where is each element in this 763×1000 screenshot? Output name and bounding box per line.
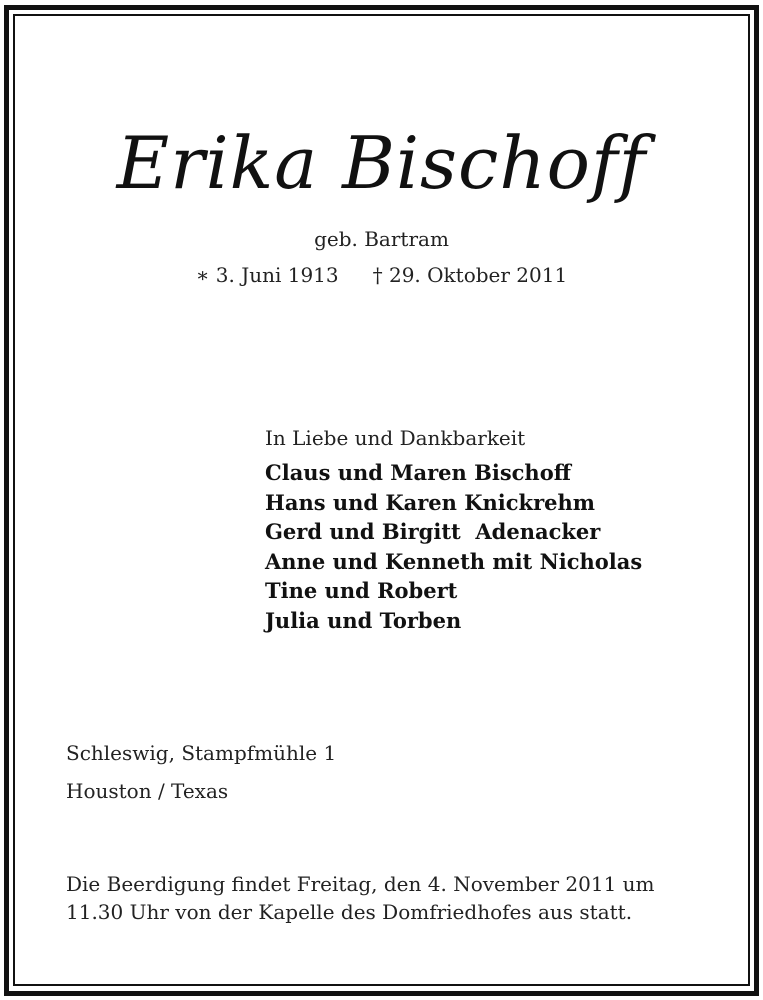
- funeral-notice: [66, 870, 716, 926]
- birth-date: ∗ 3. Juni 1913: [195, 263, 339, 287]
- address-line: Schleswig, Stampfmühle 1: [66, 741, 337, 765]
- mourners-block: [265, 424, 642, 635]
- address-block: [66, 734, 336, 810]
- family-member: Tine und Robert: [265, 578, 458, 603]
- address-line: Houston / Texas: [66, 779, 229, 803]
- death-date: † 29. Oktober 2011: [372, 263, 568, 287]
- funeral-line: Die Beerdigung findet Freitag, den 4. November 2011 um: [66, 872, 655, 896]
- family-member: Anne und Kenneth mit Nicholas: [265, 548, 643, 574]
- life-dates: [0, 262, 763, 288]
- family-list: [265, 458, 642, 635]
- family-member: Gerd und Birgitt Adenacker: [265, 519, 601, 544]
- deceased-name: Erika Bischoff: [116, 121, 647, 205]
- family-member: Julia und Torben: [265, 607, 462, 633]
- family-member: Claus und Maren Bischoff: [265, 460, 571, 485]
- mourners-intro: In Liebe und Dankbarkeit: [265, 426, 526, 450]
- maiden-name: geb. Bartram: [314, 227, 449, 251]
- funeral-line: 11.30 Uhr von der Kapelle des Domfriedhofes aus statt.: [66, 900, 633, 924]
- family-member: Hans und Karen Knickrehm: [265, 489, 595, 515]
